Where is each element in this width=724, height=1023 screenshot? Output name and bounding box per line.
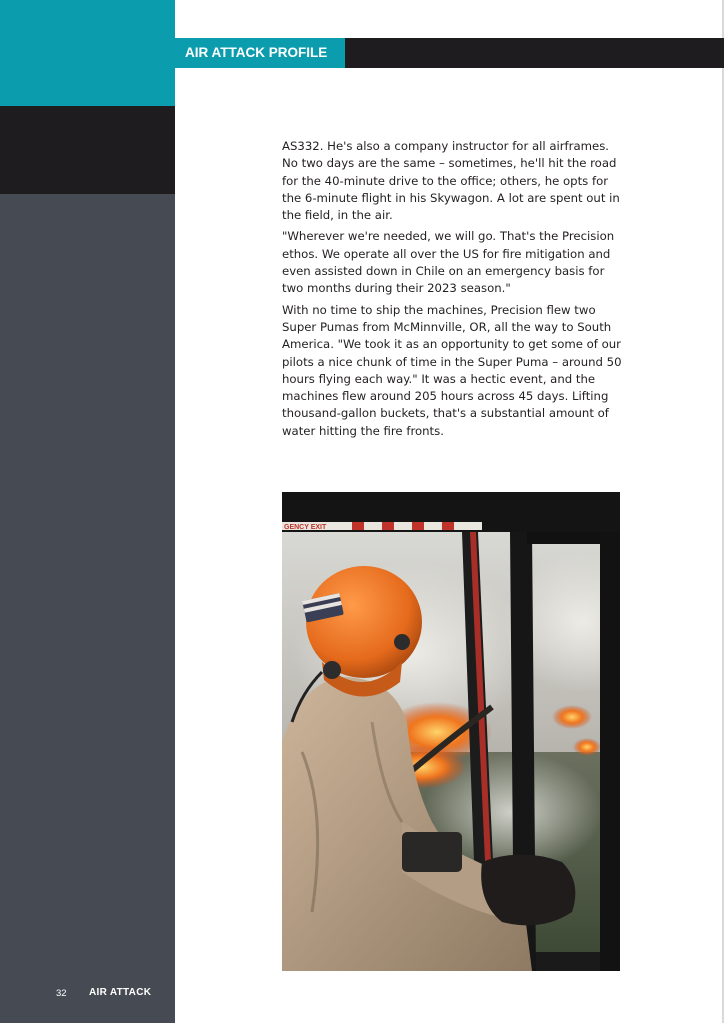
article-paragraph: AS332. He's also a company instructor for all airframes. No two days are the same – sometimes, he'll hit the road for the 40-minute drive to the office; others, he opts for the 6-minute flight in his Skywagon. A lot are spent out in the field, in the air. <box>282 139 620 223</box>
sidebar-black-block <box>0 106 175 194</box>
page-number: 32 <box>56 988 67 999</box>
helicopter-crew-photo <box>282 492 620 971</box>
magazine-brand: AIR ATTACK <box>89 987 152 998</box>
window-sign-text: GENCY EXIT <box>284 524 327 531</box>
article-paragraph: With no time to ship the machines, Precision flew two Super Pumas from McMinnville, OR, all the way to South America. "We took it as an opportunity to get some of our pilots a nice chunk of time in the Super Puma – around 50 hours flying each way." It was a hectic event, and the machines flew around 205 hours across 45 days. Lifting thousand-gallon buckets, that's a substantial amount of water hitting the fire fronts. <box>282 302 622 438</box>
section-title: AIR ATTACK PROFILE <box>175 38 345 68</box>
sidebar-teal-block <box>0 0 175 106</box>
article-body <box>282 138 624 444</box>
sidebar-grey-block <box>0 194 175 1023</box>
article-paragraph: "Wherever we're needed, we will go. That's the Precision ethos. We operate all over the US for fire mitigation and even assisted down in Chile on an emergency basis for two months during their 2023 season." <box>282 229 615 296</box>
